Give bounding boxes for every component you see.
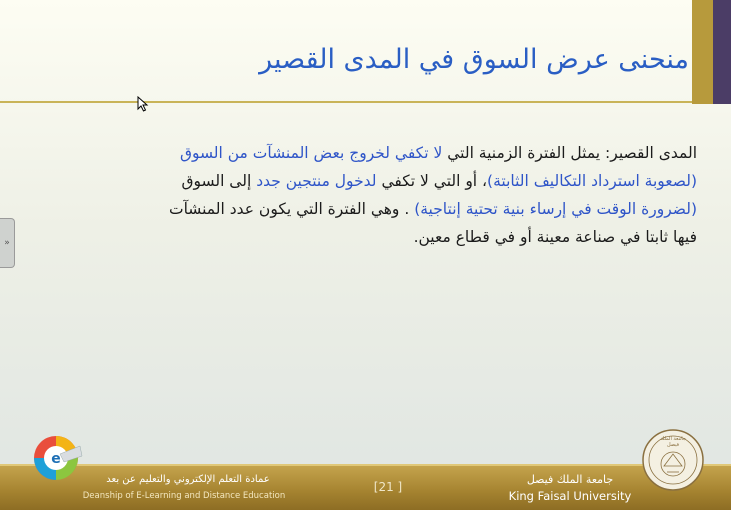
body-text-blue: لا تكفي لخروج بعض المنشآت من السوق [179, 144, 443, 162]
slide-title: منحنى عرض السوق في المدى القصير [259, 44, 689, 75]
title-accent-strip-dark [713, 0, 731, 104]
body-line-2 [97, 167, 697, 195]
cursor-arrow-icon [137, 96, 149, 112]
body-text-black: . وهي الفترة التي يكون عدد المنشآت [168, 200, 415, 218]
side-panel-tab-icon[interactable]: » [0, 218, 15, 268]
body-text-black: إلى السوق [181, 172, 257, 190]
body-text-black: فيها ثابتا في صناعة معينة أو في قطاع معين. [413, 228, 697, 246]
body-line-1 [97, 139, 697, 167]
body-text-black: ، أو التي لا تكفي [376, 172, 488, 190]
body-line-4 [97, 223, 697, 251]
body-text-blue: (لصعوبة استرداد التكاليف الثابتة) [487, 172, 697, 190]
deanship-english-name: Deanship of E-Learning and Distance Education [82, 491, 286, 501]
body-line-3 [97, 195, 697, 223]
university-english-name: King Faisal University [508, 489, 632, 503]
elearning-logo-icon [30, 430, 86, 490]
kfu-seal-text: جامعة الملك فيصل [660, 436, 686, 448]
body-text-black: المدى القصير: يمثل الفترة الزمنية التي [442, 144, 697, 162]
deanship-arabic-name: عمادة التعلم الإلكتروني والتعليم عن بعد [106, 474, 270, 485]
university-arabic-name: جامعة الملك فيصل [526, 473, 614, 486]
body-text-blue: لدخول منتجين جدد [256, 172, 377, 190]
svg-text:e: e [51, 451, 61, 467]
page-number: [21 ] [373, 480, 403, 494]
slide-body [97, 139, 697, 251]
title-accent-strip [692, 0, 713, 104]
body-text-blue: (لضرورة الوقت في إرساء بنية تحتية إنتاجية) [414, 200, 697, 218]
title-divider [0, 101, 692, 103]
